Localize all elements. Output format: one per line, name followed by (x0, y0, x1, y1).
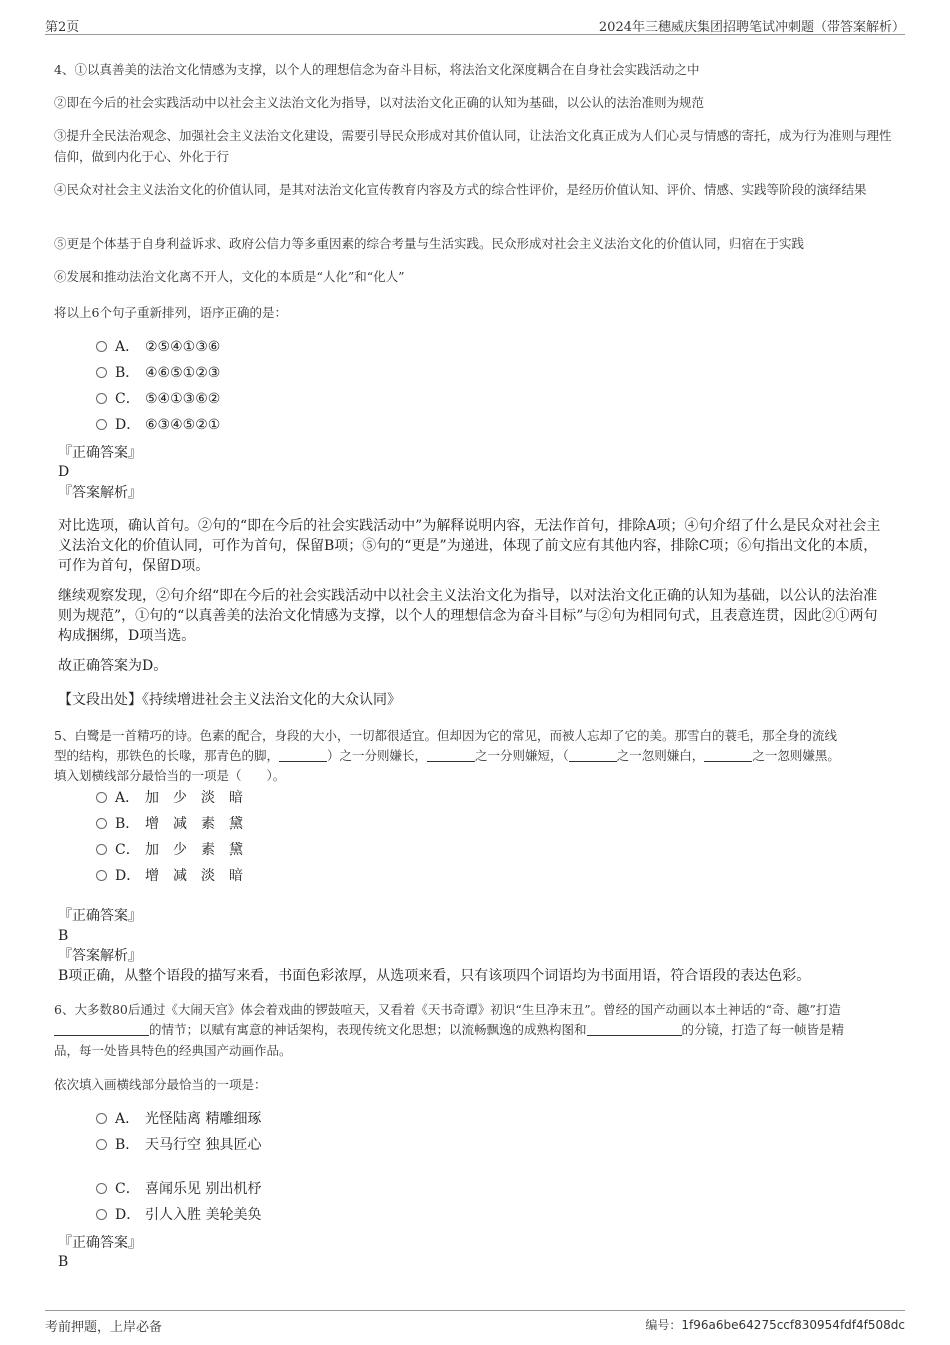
radio-icon[interactable] (96, 1183, 107, 1194)
document-id: 编号：1f96a6be64275ccf830954fdf4f508dc (645, 1318, 905, 1332)
blank-line (587, 1023, 682, 1036)
q4-sentence-5: ⑤更是个体基于自身利益诉求、政府公信力等多重因素的综合考量与生活实践。民众形成对社会主义法治文化的价值认同，归宿在于实践 (54, 236, 805, 251)
q5-answer-heading: 『正确答案』 (58, 908, 142, 924)
radio-icon[interactable] (96, 818, 107, 829)
q5-option-d[interactable]: D． 增 减 淡 暗 (96, 866, 243, 886)
q4-option-d[interactable]: D． ⑥③④⑤②① (96, 415, 220, 435)
q4-analysis-p3: 故正确答案为D。 (58, 658, 168, 674)
q6-answer: B (58, 1254, 69, 1270)
q6-option-a[interactable]: A． 光怪陆离 精雕细琢 (96, 1109, 261, 1129)
radio-icon[interactable] (96, 870, 107, 881)
radio-icon[interactable] (96, 367, 107, 378)
radio-icon[interactable] (96, 1139, 107, 1150)
radio-icon[interactable] (96, 419, 107, 430)
document-title: 2024年三穗威庆集团招聘笔试冲刺题（带答案解析） (598, 20, 905, 35)
q4-sentence-6: ⑥发展和推动法治文化离不开人，文化的本质是“人化”和“化人” (54, 269, 405, 284)
radio-icon[interactable] (96, 844, 107, 855)
q5-option-a[interactable]: A． 加 少 淡 暗 (96, 788, 243, 808)
q4-answer: D (58, 464, 70, 480)
q4-sentence-4: ④民众对社会主义法治文化的价值认同，是其对法治文化宣传教育内容及方式的综合性评价，是经历价值认知、评价、情感、实践等阶段的演绎结果 (54, 182, 867, 197)
q4-analysis-heading: 『答案解析』 (58, 485, 142, 501)
q6-line-1: 6、大多数80后通过《大闹天宫》体会着戏曲的锣鼓喧天，又看着《天书奇谭》初识“生旦净末丑”。曾经的国产动画以本土神话的“奇、趣”打造 (54, 1002, 841, 1017)
blank-line (569, 749, 617, 762)
q4-sentence-2: ②即在今后的社会实践活动中以社会主义法治文化为指导，以对法治文化正确的认知为基础，以公认的法治准则为规范 (54, 95, 705, 110)
q4-option-b[interactable]: B． ④⑥⑤①②③ (96, 363, 220, 383)
q6-prompt: 依次填入画横线部分最恰当的一项是： (54, 1077, 267, 1092)
q4-analysis-p2: 继续观察发现，②句介绍“即在今后的社会实践活动中以社会主义法治文化为指导，以对法治文化正确的认知为基础，以公认的法治准则为规范”，①句的“以真善美的法治文化情感为支撑，以个人的理想信念为奋斗目标”与②句为相同句式，且表意连贯，因此②①两句构成捆绑，D项当选。 (58, 588, 878, 644)
q4-sentence-3: ③提升全民法治观念、加强社会主义法治文化建设，需要引导民众形成对其价值认同，让法治文化真正成为人们心灵与情感的寄托，成为行为准则与理性信仰，做到内化于心、外化于行 (54, 128, 892, 164)
radio-icon[interactable] (96, 792, 107, 803)
q5-analysis-heading: 『答案解析』 (58, 948, 142, 964)
radio-icon[interactable] (96, 1113, 107, 1124)
q6-option-b[interactable]: B． 天马行空 独具匠心 (96, 1135, 261, 1155)
q4-option-c[interactable]: C． ⑤④①③⑥② (96, 389, 220, 409)
page-footer (45, 1310, 905, 1335)
radio-icon[interactable] (96, 1209, 107, 1220)
q4-prompt: 将以上6个句子重新排列，语序正确的是： (54, 305, 287, 320)
radio-icon[interactable] (96, 341, 107, 352)
blank-line (54, 1023, 149, 1036)
q6-option-c[interactable]: C． 喜闻乐见 别出机杼 (96, 1179, 261, 1199)
q6-answer-heading: 『正确答案』 (58, 1235, 142, 1251)
q4-source: 【文段出处】《持续增进社会主义法治文化的大众认同》 (58, 692, 401, 708)
q4-option-a[interactable]: A． ②⑤④①③⑥ (96, 337, 220, 357)
q5-option-c[interactable]: C． 加 少 素 黛 (96, 840, 243, 860)
q5-answer: B (58, 928, 69, 944)
q6-line-2: 的情节；以赋有寓意的神话架构，表现传统文化思想；以流畅飘逸的成熟构图和 的分镜，打造了每一帧皆是精 (54, 1019, 898, 1040)
blank-line (704, 749, 752, 762)
page-number: 第2页 (45, 20, 80, 35)
q6-option-d[interactable]: D． 引人入胜 美轮美奂 (96, 1205, 261, 1225)
q4-sentence-1: 4、①以真善美的法治文化情感为支撑，以个人的理想信念为奋斗目标，将法治文化深度耦合在自身社会实践活动之中 (54, 62, 700, 77)
q4-analysis-p1: 对比选项，确认首句。②句的“即在今后的社会实践活动中”为解释说明内容，无法作首句，排除A项；④句介绍了什么是民众对社会主义法治文化的价值认同，可作为首句，保留B项；⑤句的“更是”为递进，体现了前文应有其他内容，排除C项；⑥句指出文化的本质，可作为首句，保留D项。 (58, 518, 881, 574)
page-header (45, 14, 905, 35)
q5-line-3: 填入划横线部分最恰当的一项是（ ）。 (54, 768, 286, 783)
radio-icon[interactable] (96, 393, 107, 404)
q6-line-3: 品，每一处皆具特色的经典国产动画作品。 (54, 1043, 292, 1058)
footer-slogan: 考前押题，上岸必备 (45, 1320, 163, 1335)
q4-answer-heading: 『正确答案』 (58, 445, 142, 461)
blank-line (427, 749, 475, 762)
blank-line (279, 749, 327, 762)
q5-analysis: B项正确，从整个语段的描写来看，书面色彩浓厚，从选项来看，只有该项四个词语均为书面用语，符合语段的表达色彩。 (58, 968, 811, 984)
q5-line-1: 5、白鹭是一首精巧的诗。色素的配合，身段的大小，一切都很适宜。但却因为它的常见，而被人忘却了它的美。那雪白的蓑毛，那全身的流线 (54, 728, 837, 743)
q5-line-2: 型的结构，那铁色的长喙，那青色的脚， ）之一分则嫌长， 之一分则嫌短，（ 之一忽则嫌白， 之一忽则嫌黑。 (54, 748, 840, 763)
q5-option-b[interactable]: B． 增 减 素 黛 (96, 814, 243, 834)
